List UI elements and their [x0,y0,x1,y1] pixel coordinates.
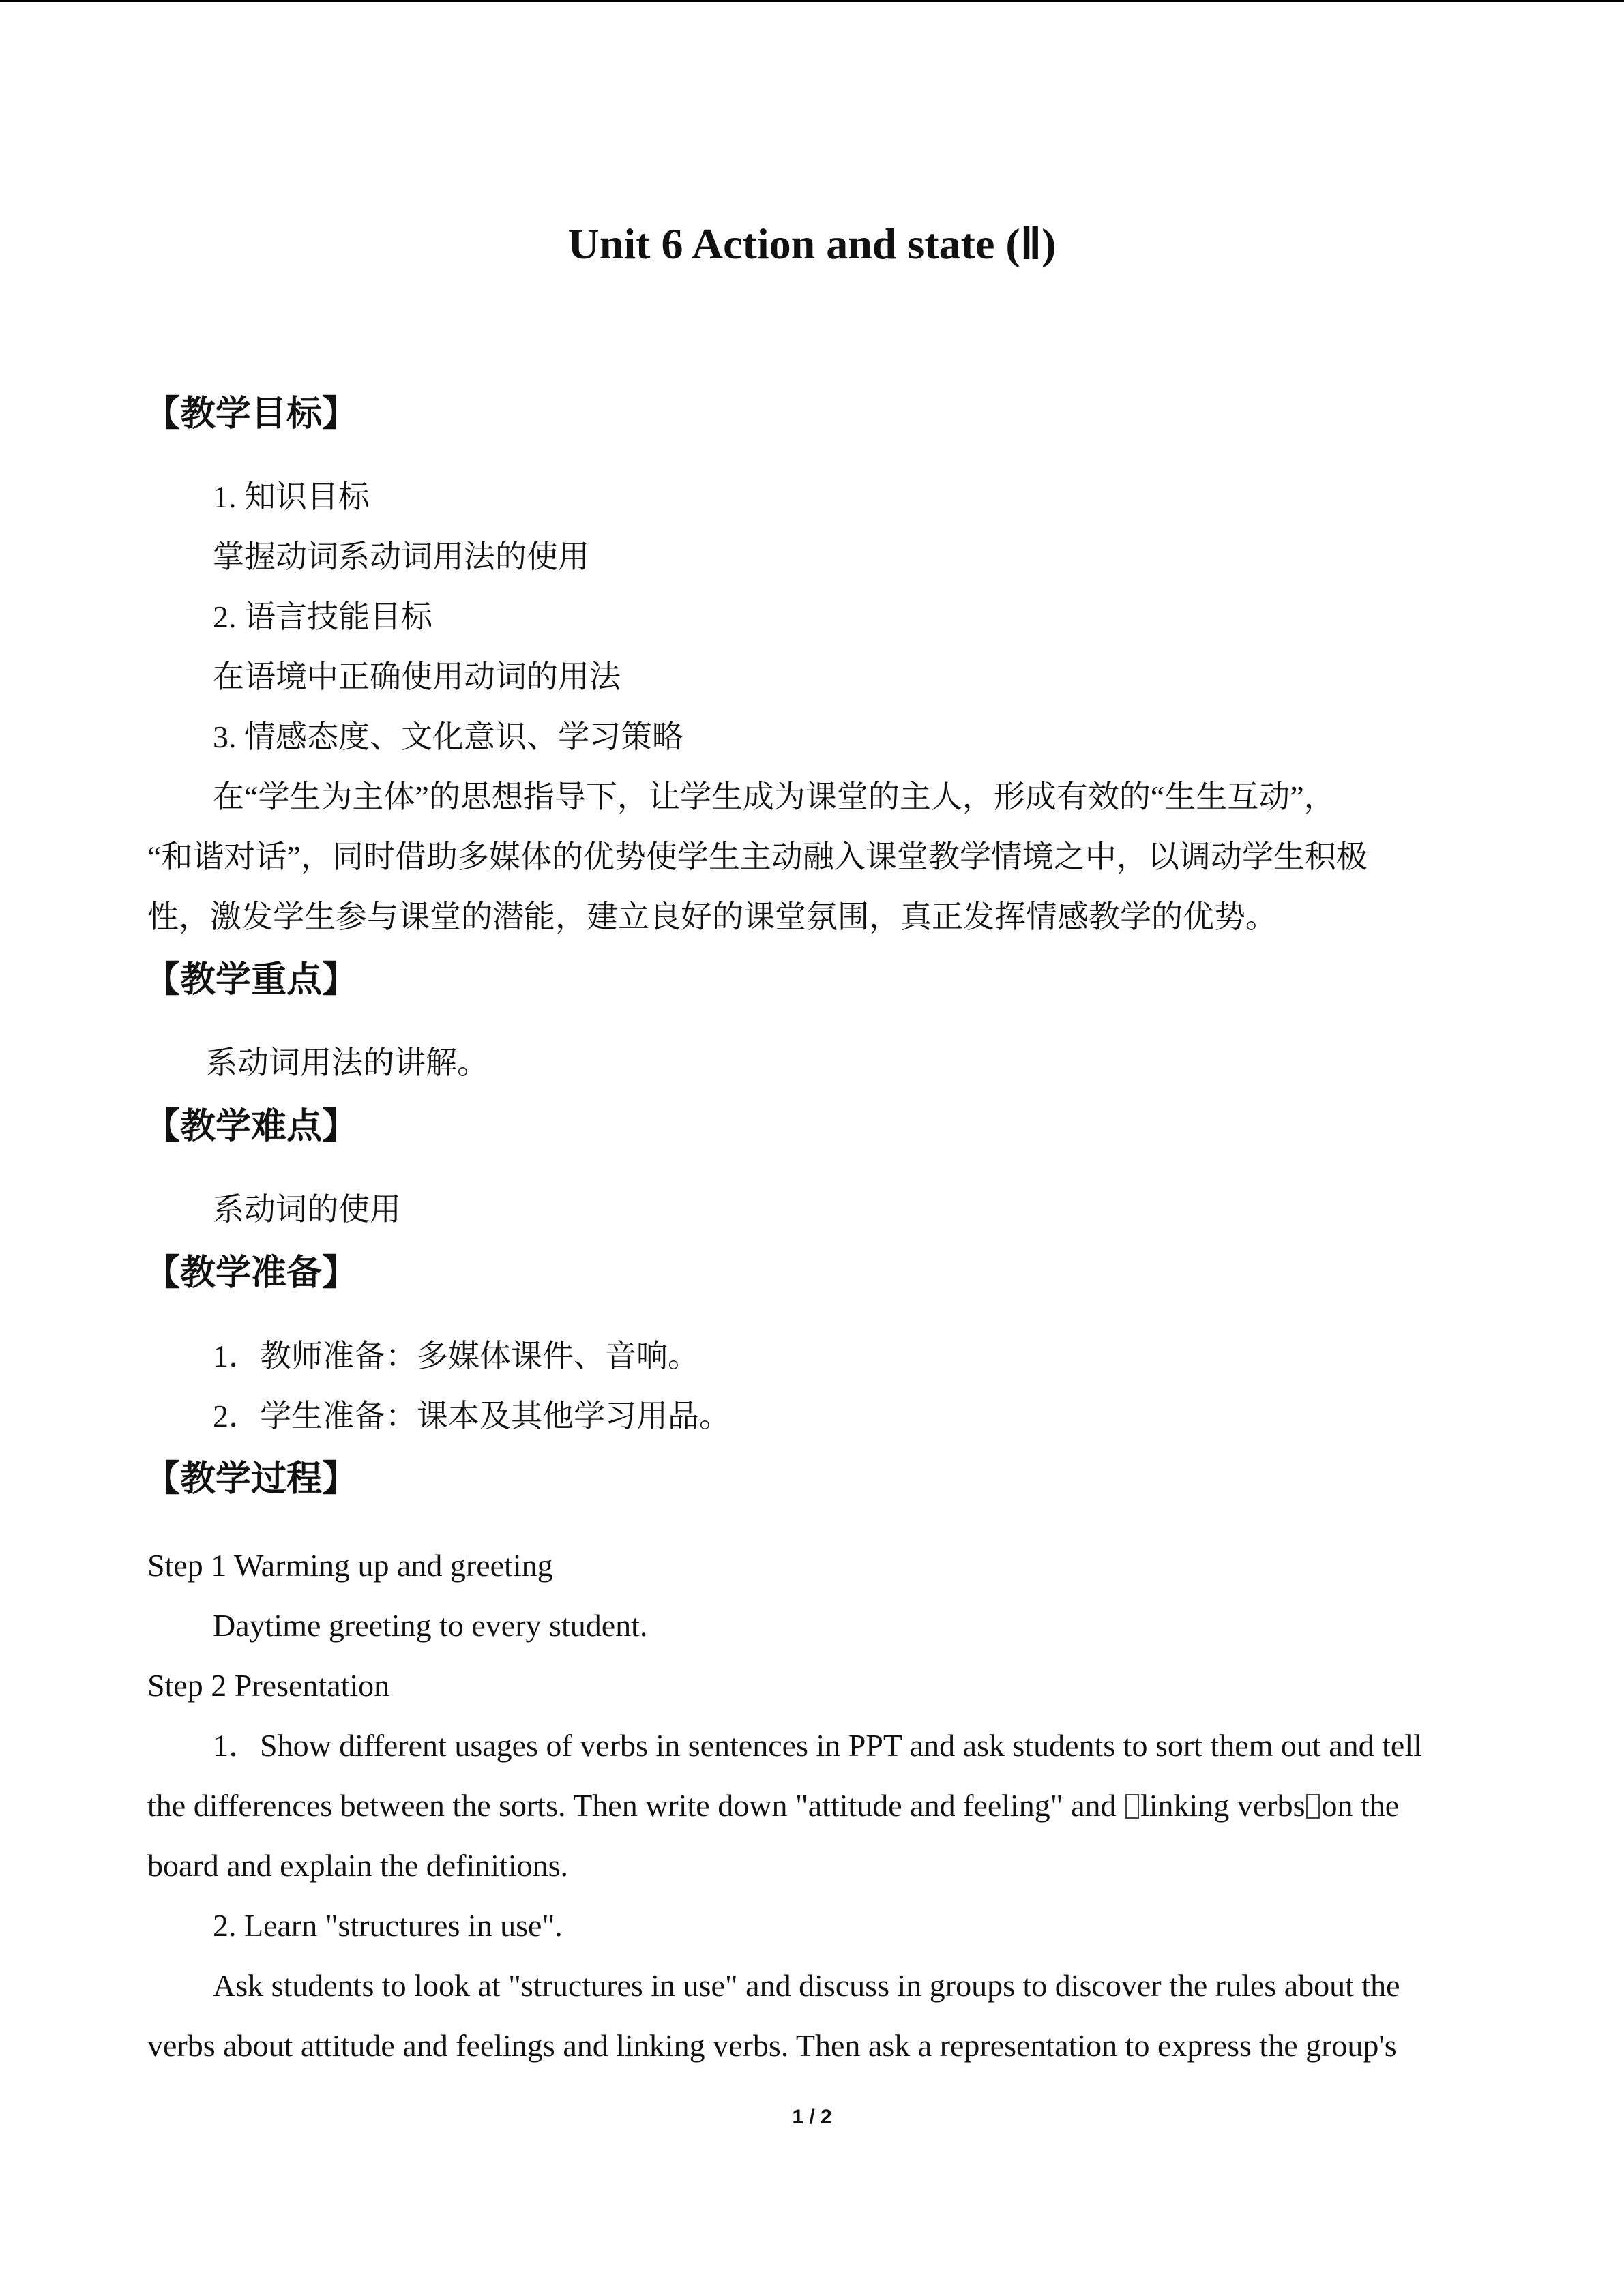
section-heading-preparation: 【教学准备】 [145,1253,358,1294]
step-2-line-3: board and explain the definitions. [147,1848,569,1883]
preparation-item-1: 1．教师准备：多媒体课件、音响。 [213,1339,699,1373]
step-1-text: Daytime greeting to every student. [213,1608,648,1643]
step-2-title: Step 2 Presentation [147,1668,390,1703]
page-number: 1 / 2 [792,2106,832,2128]
step-2-paragraph-line-1: Ask students to look at "structures in use" and discuss in groups to discover the rules about the [213,1968,1400,2003]
step-2-line-2-part-c: on the [1321,1788,1400,1823]
step-2-line-1: 1．Show different usages of verbs in sentences in PPT and ask students to sort them out and tell [213,1728,1422,1763]
section-heading-objectives: 【教学目标】 [145,393,358,434]
objective-paragraph-line-1: 在“学生为主体”的思想指导下，让学生成为课堂的主人，形成有效的“生生互动”， [213,779,1335,814]
objective-item-2-text: 在语境中正确使用动词的用法 [213,659,621,694]
objective-item-3: 3. 情感态度、文化意识、学习策略 [213,719,683,754]
step-2-line-2-part-a: the differences between the sorts. Then write down "attitude and feeling" and [147,1788,1124,1823]
missing-glyph-box [1125,1794,1139,1819]
section-heading-key-points: 【教学重点】 [145,959,358,1000]
objective-item-1: 1. 知识目标 [213,479,370,514]
preparation-item-2: 2．学生准备：课本及其他学习用品。 [213,1399,730,1433]
step-2-line-2 [147,1790,1399,1821]
document-title: Unit 6 Action and state (Ⅱ) [567,220,1057,268]
step-2-paragraph-line-2: verbs about attitude and feelings and linking verbs. Then ask a representation to express the group's [147,2028,1397,2063]
key-points-text: 系动词用法的讲解。 [206,1045,488,1080]
step-2-line-2-part-b: linking verbs [1140,1788,1305,1823]
section-heading-difficulties: 【教学难点】 [145,1106,358,1147]
step-1-title: Step 1 Warming up and greeting [147,1548,553,1583]
missing-glyph-box [1306,1794,1320,1819]
difficulties-text: 系动词的使用 [213,1192,401,1227]
step-2-item-2: 2. Learn "structures in use". [213,1908,563,1943]
objective-paragraph-line-3: 性，激发学生参与课堂的潜能，建立良好的课堂氛围，真正发挥情感教学的优势。 [147,899,1277,934]
section-heading-process: 【教学过程】 [145,1459,358,1500]
objective-paragraph-line-2: “和谐对话”，同时借助多媒体的优势使学生主动融入课堂教学情境之中，以调动学生积极 [147,839,1368,874]
objective-item-1-text: 掌握动词系动词用法的使用 [213,539,589,574]
objective-item-2: 2. 语言技能目标 [213,599,432,634]
